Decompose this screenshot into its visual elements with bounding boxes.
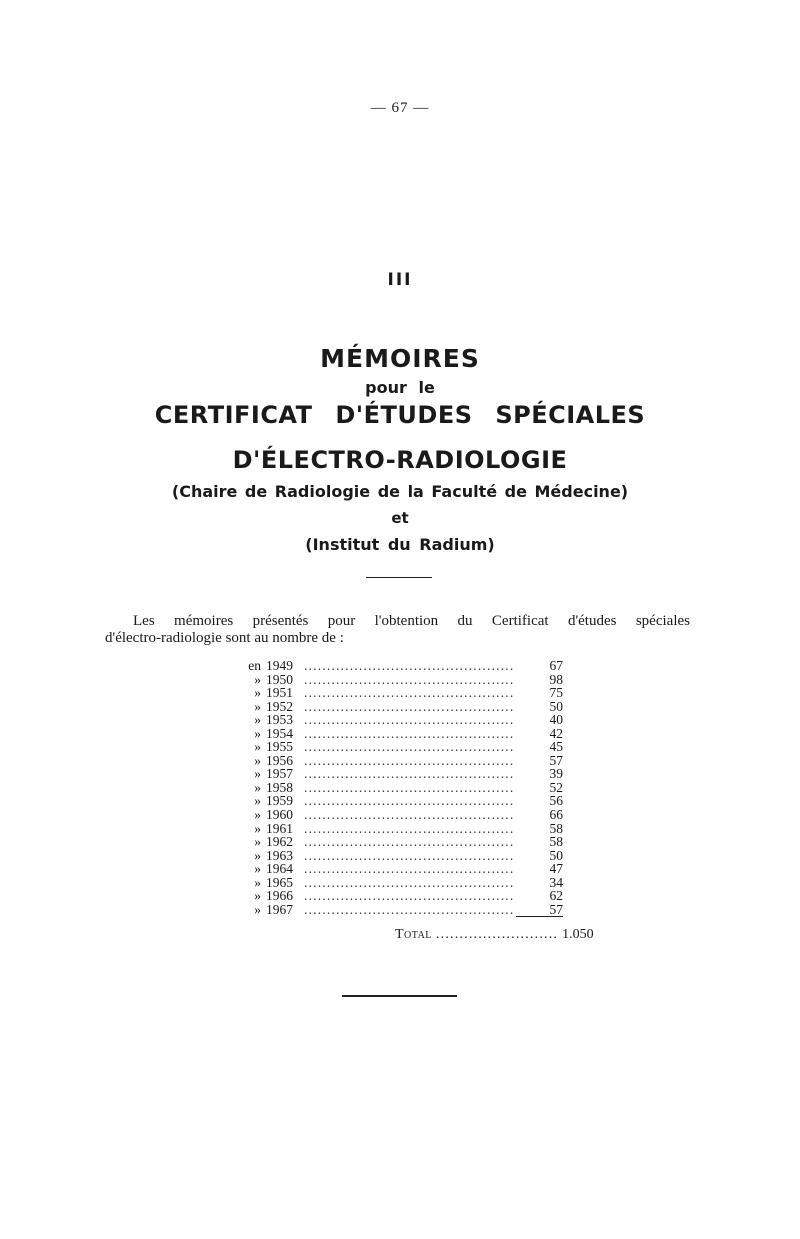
row-year: 1957 <box>266 766 293 782</box>
table-row <box>228 673 563 687</box>
row-value: 50 <box>549 698 563 714</box>
row-year: 1951 <box>266 685 293 701</box>
row-value: 57 <box>549 752 563 768</box>
divider-bottom <box>342 995 457 997</box>
row-year: 1952 <box>266 698 293 714</box>
row-prefix: » <box>254 793 261 809</box>
row-value: 47 <box>549 861 563 877</box>
row-year: 1954 <box>266 725 293 741</box>
intro-paragraph <box>105 613 690 647</box>
row-year: 1967 <box>266 901 293 917</box>
row-value: 98 <box>549 671 563 687</box>
row-prefix: » <box>254 834 261 850</box>
subtitle-chaire: (Chaire de Radiologie de la Faculté de Médecine) <box>171 482 629 501</box>
table-row <box>228 659 563 673</box>
table-row <box>228 740 563 754</box>
row-prefix: » <box>254 861 261 877</box>
leader-dots: .............................................. <box>304 807 515 823</box>
page-title: MÉMOIRES <box>320 344 480 373</box>
leader-dots: .............................................. <box>304 739 515 755</box>
leader-dots: .............................................. <box>304 766 515 782</box>
row-prefix: » <box>254 698 261 714</box>
row-year: 1964 <box>266 861 293 877</box>
leader-dots: .............................................. <box>304 752 515 768</box>
leader-dots: .............................................. <box>304 725 515 741</box>
subtitle-et: et <box>391 509 409 527</box>
table-row <box>228 849 563 863</box>
row-year: 1966 <box>266 888 293 904</box>
row-value: 58 <box>549 820 563 836</box>
divider-top <box>366 577 432 578</box>
row-year: 1960 <box>266 807 293 823</box>
table-row <box>228 876 563 890</box>
leader-dots: .............................................. <box>304 888 515 904</box>
row-year: 1961 <box>266 820 293 836</box>
table-row <box>228 754 563 768</box>
table-row <box>228 862 563 876</box>
row-year: 1953 <box>266 712 293 728</box>
table-row <box>228 835 563 849</box>
leader-dots: .............................................. <box>304 685 515 701</box>
table-row <box>228 794 563 808</box>
row-prefix: » <box>254 752 261 768</box>
total-rule <box>516 916 563 917</box>
intro-word: spéciales <box>635 613 690 629</box>
row-value: 58 <box>549 834 563 850</box>
row-value: 40 <box>549 712 563 728</box>
row-year: 1959 <box>266 793 293 809</box>
row-prefix: en <box>248 658 261 673</box>
total-leader-dots: .......................... <box>435 927 559 942</box>
intro-word: présentés <box>252 613 309 629</box>
row-value: 45 <box>549 739 563 755</box>
row-prefix: » <box>254 712 261 728</box>
row-year: 1965 <box>266 874 293 890</box>
row-value: 56 <box>549 793 563 809</box>
subtitle-institut: (Institut du Radium) <box>305 535 495 554</box>
intro-word: mémoires <box>174 613 234 629</box>
row-value: 50 <box>549 847 563 863</box>
row-prefix: » <box>254 725 261 741</box>
row-value: 39 <box>549 766 563 782</box>
leader-dots: .............................................. <box>304 820 515 836</box>
table-row <box>228 889 563 903</box>
row-year: 1949 <box>266 658 293 673</box>
row-prefix: » <box>254 847 261 863</box>
leader-dots: .............................................. <box>304 658 515 673</box>
table-row <box>228 808 563 822</box>
leader-dots: .............................................. <box>304 901 515 917</box>
row-value: 57 <box>549 901 563 917</box>
title-connector: pour le <box>365 378 435 397</box>
leader-dots: .............................................. <box>304 779 515 795</box>
row-prefix: » <box>254 874 261 890</box>
row-year: 1950 <box>266 671 293 687</box>
title-certificat: CERTIFICAT D'ÉTUDES SPÉCIALES <box>154 401 646 429</box>
leader-dots: .............................................. <box>304 712 515 728</box>
table-row <box>228 903 563 917</box>
section-numeral: III <box>387 270 413 290</box>
row-prefix: » <box>254 807 261 823</box>
table-row <box>228 727 563 741</box>
row-prefix: » <box>254 901 261 917</box>
intro-word: pour <box>327 613 356 629</box>
row-prefix: » <box>254 820 261 836</box>
row-value: 62 <box>549 888 563 904</box>
leader-dots: .............................................. <box>304 698 515 714</box>
row-year: 1962 <box>266 834 293 850</box>
row-year: 1958 <box>266 779 293 795</box>
leader-dots: .............................................. <box>304 861 515 877</box>
row-year: 1955 <box>266 739 293 755</box>
row-year: 1956 <box>266 752 293 768</box>
table-row <box>228 767 563 781</box>
leader-dots: .............................................. <box>304 847 515 863</box>
memoires-count-table <box>228 659 563 916</box>
total-value: 1.050 <box>562 927 594 942</box>
row-value: 34 <box>549 874 563 890</box>
intro-word: d'études <box>567 613 617 629</box>
page-number: — 67 — <box>370 100 430 116</box>
row-prefix: » <box>254 671 261 687</box>
row-prefix: » <box>254 685 261 701</box>
row-prefix: » <box>254 888 261 904</box>
table-row <box>228 686 563 700</box>
leader-dots: .............................................. <box>304 671 515 687</box>
total-row <box>395 927 594 943</box>
intro-word: du <box>457 613 473 629</box>
intro-line-1 <box>105 613 690 630</box>
leader-dots: .............................................. <box>304 834 515 850</box>
row-year: 1963 <box>266 847 293 863</box>
table-row <box>228 781 563 795</box>
row-prefix: » <box>254 766 261 782</box>
row-value: 52 <box>549 779 563 795</box>
intro-word: l'obtention <box>374 613 439 629</box>
leader-dots: .............................................. <box>304 793 515 809</box>
row-value: 42 <box>549 725 563 741</box>
leader-dots: .............................................. <box>304 874 515 890</box>
total-label: Total <box>395 927 432 942</box>
row-prefix: » <box>254 739 261 755</box>
table-row <box>228 822 563 836</box>
row-prefix: » <box>254 779 261 795</box>
intro-word: Les <box>133 613 155 629</box>
table-row <box>228 700 563 714</box>
intro-word: Certificat <box>491 613 549 629</box>
row-value: 75 <box>549 685 563 701</box>
row-value: 67 <box>549 658 563 673</box>
intro-line-2: d'électro-radiologie sont au nombre de : <box>105 630 344 646</box>
title-electro-radiologie: D'ÉLECTRO-RADIOLOGIE <box>232 446 568 474</box>
row-value: 66 <box>549 807 563 823</box>
table-row <box>228 713 563 727</box>
